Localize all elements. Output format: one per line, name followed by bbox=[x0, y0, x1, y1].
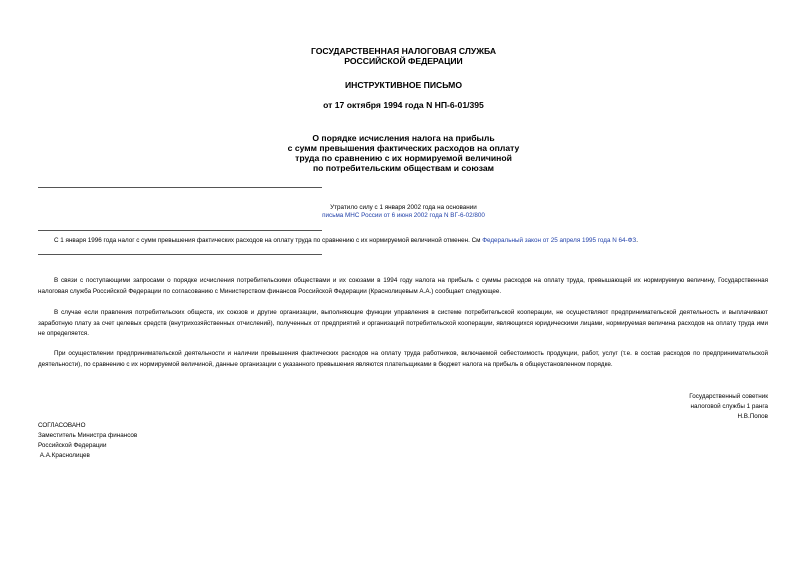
editorial-note-link[interactable]: Федеральный закон от 25 апреля 1995 года N 64-ФЗ bbox=[482, 237, 637, 244]
document-date-number: от 17 октября 1994 года N НП-6-01/395 bbox=[323, 100, 484, 110]
divider bbox=[38, 254, 322, 255]
issuer-header bbox=[0, 46, 807, 66]
issuer-line-1: ГОСУДАРСТВЕННАЯ НАЛОГОВАЯ СЛУЖБА bbox=[310, 46, 497, 56]
agreement-name: А.А.Краснолицев bbox=[38, 452, 90, 459]
editorial-note: С 1 января 1996 года налог с сумм превышения фактических расходов на оплату труда по сравнению с их нормируемой величиной отменен. См Федеральный закон от 25 апреля 1995 года N 64-ФЗ. bbox=[54, 237, 638, 244]
title-line-3: труда по сравнению с их нормируемой величиной bbox=[295, 153, 512, 163]
paragraph-1: В связи с поступающими запросами о порядке исчисления потребительскими обществами и их союзами в 1994 году налога на прибыль с суммы расходов на оплату труда, превышающей их нормируемую величину, Государственная налоговая служба Российской Федерации по согласованию с Министерством финансов Российской Федерации (Краснолицевым А.А.) сообщает следующее. bbox=[38, 277, 768, 295]
signature-block bbox=[689, 392, 768, 422]
title-line-4: по потребительским обществам и союзам bbox=[312, 163, 495, 173]
signature-position-2: налоговой службы 1 ранга bbox=[690, 403, 768, 410]
signature-name: Н.В.Попов bbox=[737, 413, 768, 420]
agreement-position-1: Заместитель Министра финансов bbox=[38, 432, 138, 439]
document-type: ИНСТРУКТИВНОЕ ПИСЬМО bbox=[344, 80, 463, 90]
agreement-position-2: Российской Федерации bbox=[38, 442, 107, 449]
title-line-2: с сумм превышения фактических расходов на оплату bbox=[287, 143, 520, 153]
document-title bbox=[0, 133, 807, 173]
issuer-line-2: РОССИЙСКОЙ ФЕДЕРАЦИИ bbox=[344, 56, 463, 66]
signature-position-1: Государственный советник bbox=[689, 393, 768, 400]
status-note-link[interactable]: письма МНС России от 6 июня 2002 года N ВГ-6-02/800 bbox=[322, 212, 485, 219]
paragraph-3: При осуществлении предпринимательской деятельности и наличии превышения фактических расходов на оплату труда работников, включаемой себестоимость продукции, работ, услуг (т.е. в состав расходов по предпринимательской деятельности), по сравнению с их нормируемой величиной, данные организации с указанного превышения являются плательщиками в бюджет налога на прибыль в общеустановленном порядке. bbox=[38, 350, 768, 368]
status-note-text: Утратило силу с 1 января 2002 года на основании bbox=[330, 204, 477, 211]
status-note bbox=[0, 204, 807, 220]
agreement-block bbox=[38, 421, 137, 461]
divider bbox=[38, 230, 322, 231]
agreement-label: СОГЛАСОВАНО bbox=[38, 422, 86, 429]
divider bbox=[38, 187, 322, 188]
title-line-1: О порядке исчисления налога на прибыль bbox=[312, 133, 495, 143]
editorial-note-text: С 1 января 1996 года налог с сумм превышения фактических расходов на оплату труда по сравнению с их нормируемой величиной отменен. См bbox=[54, 237, 481, 244]
paragraph-2: В случае если правления потребительских обществ, их союзов и другие организации, выполняющие функции управления в системе потребительской кооперации, не осуществляют предпринимательской деятельность и выплачивают заработную плату за счет целевых средств (внутрихозяйственных отчислений), полученных от предприятий и организаций потребительской кооперации, являющихся юридическими лицами, нормируемая величина расходов на оплату труда ими не определяется. bbox=[38, 309, 768, 337]
